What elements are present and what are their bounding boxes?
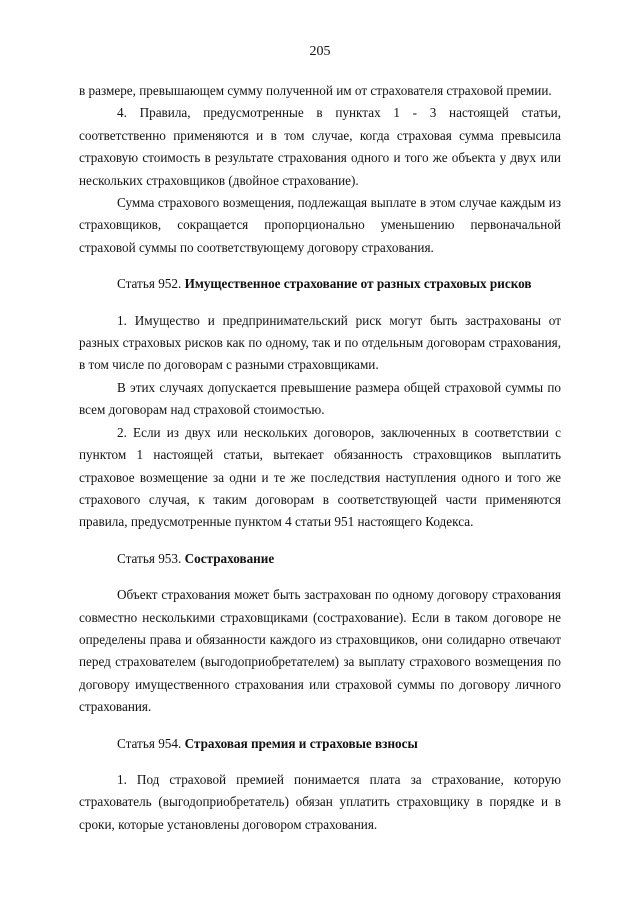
article-954-prefix: Статья 954. [117, 735, 182, 751]
article-952-paragraph-3: 2. Если из двух или нескольких договоров, заключенных в соответствии с пунктом 1 настоящей статьи, вытекает обязанность страховщиков выплатить страховое возмещение за одни и те же последствия наступления одного и того же страхового случая, к таким договорам в соответствующей части применяются правила, предусмотренные пунктом 4 статьи 951 настоящего Кодекса. [79, 424, 561, 530]
article-952-prefix: Статья 952. [117, 276, 182, 292]
article-952-paragraph-1: 1. Имущество и предпринимательский риск могут быть застрахованы от разных страховых рисков как по одному, так и по отдельным договорам страхования, в том числе по договорам с разными страховщиками. [79, 312, 561, 373]
article-954-paragraph-1: 1. Под страховой премией понимается плата за страхование, которую страхователь (выгодоприобретатель) обязан уплатить страховщику в порядке и в сроки, которые установлены договором страхования. [79, 771, 561, 832]
article-953-heading [79, 548, 561, 570]
article-954-title: Страховая премия и страховые взносы [184, 735, 418, 751]
article-953-paragraph-1: Объект страхования может быть застрахован по одному договору страхования совместно несколькими страховщиками (сострахование). Если в таком договоре не определены права и обязанности каждого из страховщиков, они солидарно отвечают перед страхователем (выгодоприобретателем) за выплату страхового возмещения по договору имущественного страхования или страховой суммы по договору личного страхования. [79, 587, 561, 715]
article-953-prefix: Статья 953. [117, 550, 182, 566]
paragraph-insurance-compensation: Сумма страхового возмещения, подлежащая выплате в этом случае каждым из страховщиков, сокращается пропорционально уменьшению первоначальной страховой суммы по соответствующему договору страхования. [79, 195, 561, 255]
paragraph-rule-4: 4. Правила, предусмотренные в пунктах 1 - 3 настоящей статьи, соответственно применяются и в том случае, когда страховая сумма превысила страховую стоимость в результате страхования одного и того же объекта у двух или нескольких страховщиков (двойное страхование). [79, 105, 561, 188]
article-952-heading [79, 273, 561, 295]
paragraph-continuation: в размере, превышающем сумму полученной им от страхователя страховой премии. [79, 83, 552, 98]
article-953-title: Сострахование [184, 550, 275, 566]
article-952-title: Имущественное страхование от разных страховых рисков [184, 276, 532, 292]
page-number: 205 [309, 44, 331, 59]
article-954-heading [79, 733, 561, 755]
article-952-paragraph-2: В этих случаях допускается превышение размера общей страховой суммы по всем договорам над страховой стоимостью. [79, 379, 561, 418]
page-content [79, 80, 561, 836]
